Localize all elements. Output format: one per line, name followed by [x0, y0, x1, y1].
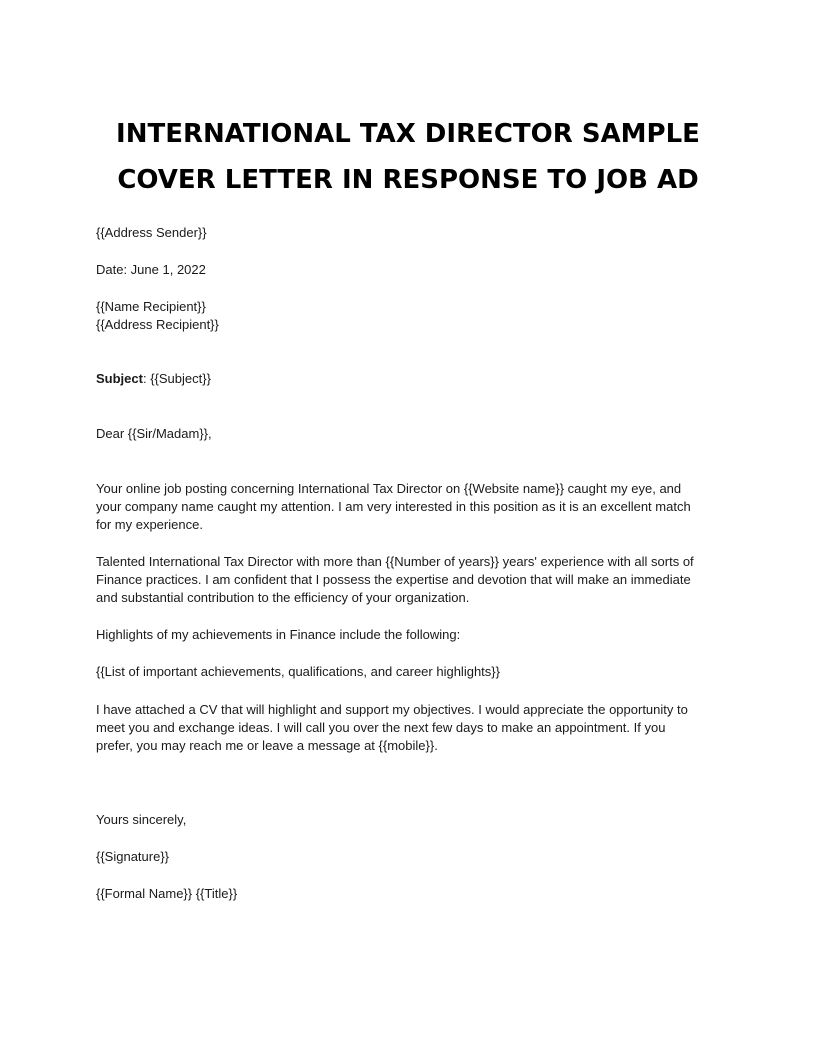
page-title-line-1: INTERNATIONAL TAX DIRECTOR SAMPLE: [116, 119, 700, 149]
page-title-line-2: COVER LETTER IN RESPONSE TO JOB AD: [117, 165, 699, 195]
paragraph-line: meet you and exchange ideas. I will call you over the next few days to make an appointment. If you: [96, 720, 666, 735]
recipient-name: {{Name Recipient}}: [96, 299, 206, 314]
subject-line: [96, 370, 211, 388]
paragraph-line: your company name caught my attention. I am very interested in this position as it is an excellent match: [96, 499, 691, 514]
paragraph-line: I have attached a CV that will highlight and support my objectives. I would appreciate the opportunity to: [96, 702, 688, 717]
salutation: Dear {{Sir/Madam}},: [96, 426, 212, 441]
formal-name: {{Formal Name}} {{Title}}: [96, 886, 238, 901]
paragraph-line: and substantial contribution to the efficiency of your organization.: [96, 590, 470, 605]
paragraph-line: {{List of important achievements, qualifications, and career highlights}}: [96, 664, 500, 679]
closing: Yours sincerely,: [96, 812, 187, 827]
paragraph-line: for my experience.: [96, 517, 203, 532]
letter-date: Date: June 1, 2022: [96, 262, 206, 277]
subject-value: : {{Subject}}: [142, 371, 211, 386]
signature-placeholder: {{Signature}}: [96, 849, 170, 864]
paragraph-line: Talented International Tax Director with more than {{Number of years}} years' experience with all sorts of: [96, 554, 694, 569]
recipient-address: {{Address Recipient}}: [96, 317, 219, 332]
paragraph-line: Your online job posting concerning International Tax Director on {{Website name}} caught my eye, and: [96, 481, 682, 496]
sender-address: {{Address Sender}}: [96, 225, 207, 240]
subject-label: Subject: [96, 371, 143, 386]
paragraph-line: Highlights of my achievements in Finance include the following:: [96, 627, 461, 642]
paragraph-line: Finance practices. I am confident that I possess the expertise and devotion that will make an immediate: [96, 572, 691, 587]
paragraph-line: prefer, you may reach me or leave a message at {{mobile}}.: [96, 738, 438, 753]
